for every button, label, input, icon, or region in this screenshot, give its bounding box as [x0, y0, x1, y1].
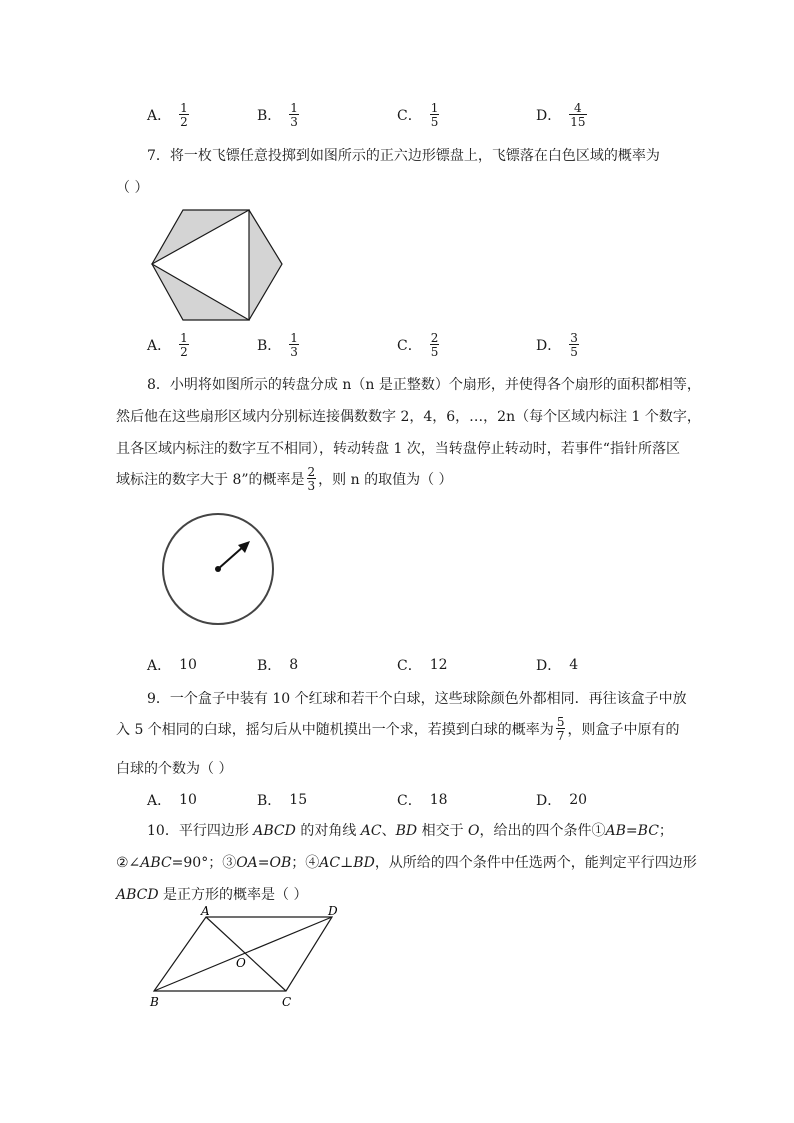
parallelogram-figure: [140, 905, 350, 1015]
q9-option-d: D． 20: [536, 792, 588, 809]
option-fraction: $\frac{2}{5}$: [430, 331, 439, 359]
option-fraction: $\frac{1}{3}$: [290, 331, 298, 359]
vertex-label-b: B: [150, 995, 159, 1009]
q6-option-b: B． $\frac{1}{3}$: [257, 101, 298, 129]
q10-text-line3: ABCD 是正方形的概率是（ ）: [116, 887, 308, 903]
q8-text-line1: 8．小明将如图所示的转盘分成 n（n 是正整数）个扇形，并使得各个扇形的面积都相等，: [147, 377, 701, 393]
spinner-figure: [158, 512, 278, 630]
q6-option-d: D． $\frac{4}{15}$: [536, 101, 586, 129]
q7-option-b: B． $\frac{1}{3}$: [257, 331, 298, 359]
spinner-center-dot: [215, 566, 221, 572]
q7-text-line2: （ ）: [116, 180, 149, 196]
option-fraction: $\frac{1}{2}$: [180, 331, 188, 359]
vertex-label-d: D: [328, 905, 338, 918]
vertex-label-a: A: [201, 905, 210, 918]
hexagon-dartboard-figure: [145, 205, 290, 325]
q8-option-d: D． 4: [536, 657, 579, 674]
diagonal-ac: [206, 917, 286, 991]
option-fraction: $\frac{3}{5}$: [570, 331, 578, 359]
q8-text-line4: 域标注的数字大于 8”的概率是 $\frac{2}{3}$ ，则 n 的取值为（ ）: [116, 465, 453, 493]
probability-fraction: $\frac{5}{7}$: [556, 715, 565, 743]
q6-option-a: [147, 102, 189, 128]
q8-text-line2: 然后他在这些扇形区域内分别标连接偶数数字 2，4，6，…，2n（每个区域内标注 1 个数字，: [116, 409, 701, 425]
vertex-label-c: C: [282, 995, 292, 1009]
q7-option-d: D． $\frac{3}{5}$: [536, 331, 578, 359]
q7-option-c: C． $\frac{2}{5}$: [397, 331, 439, 359]
probability-fraction: $\frac{2}{3}$: [307, 465, 316, 493]
q8-option-c: C． 12: [397, 657, 448, 674]
option-fraction: $\frac{1}{3}$: [290, 101, 298, 129]
q9-option-c: C． 18: [397, 792, 448, 809]
q7-text-line1: 7．将一枚飞镖任意投掷到如图所示的正六边形镖盘上，飞镖落在白色区域的概率为: [147, 148, 660, 164]
q10-text-line2: ②∠ABC=90°；③OA=OB；④AC⊥BD，从所给的四个条件中任选两个，能判定平行四边形: [116, 855, 697, 871]
q9-option-a: A． 10: [147, 792, 197, 809]
q8-option-a: A． 10: [147, 657, 197, 674]
q7-option-a: A． $\frac{1}{2}$: [147, 331, 188, 359]
q10-text-line1: 10．平行四边形 ABCD 的对角线 AC、BD 相交于 O，给出的四个条件①AB=BC；: [147, 823, 673, 839]
q9-text-line2: 入 5 个相同的白球，摇匀后从中随机摸出一个求，若摸到白球的概率为 $\frac{5}{7}$ ，则盒子中原有的: [116, 715, 680, 743]
q9-option-b: B． 15: [257, 792, 308, 809]
q8-option-b: B． 8: [257, 657, 299, 674]
q9-text-line3: 白球的个数为（ ）: [116, 761, 233, 777]
q9-text-line1: 9．一个盒子中装有 10 个红球和若干个白球，这些球除颜色外都相同．再往该盒子中放: [147, 691, 687, 707]
option-fraction: $\frac{1}{2}$: [180, 101, 188, 129]
option-fraction: $\frac{1}{5}$: [430, 101, 439, 129]
center-label-o: O: [236, 956, 246, 970]
option-letter: A．: [147, 108, 172, 124]
q8-text-line3: 且各区域内标注的数字互不相同），转动转盘 1 次，当转盘停止转动时，若事件“指针所落区: [116, 441, 680, 457]
option-fraction: $\frac{4}{15}$: [570, 101, 586, 129]
q6-option-c: C． $\frac{1}{5}$: [397, 101, 439, 129]
